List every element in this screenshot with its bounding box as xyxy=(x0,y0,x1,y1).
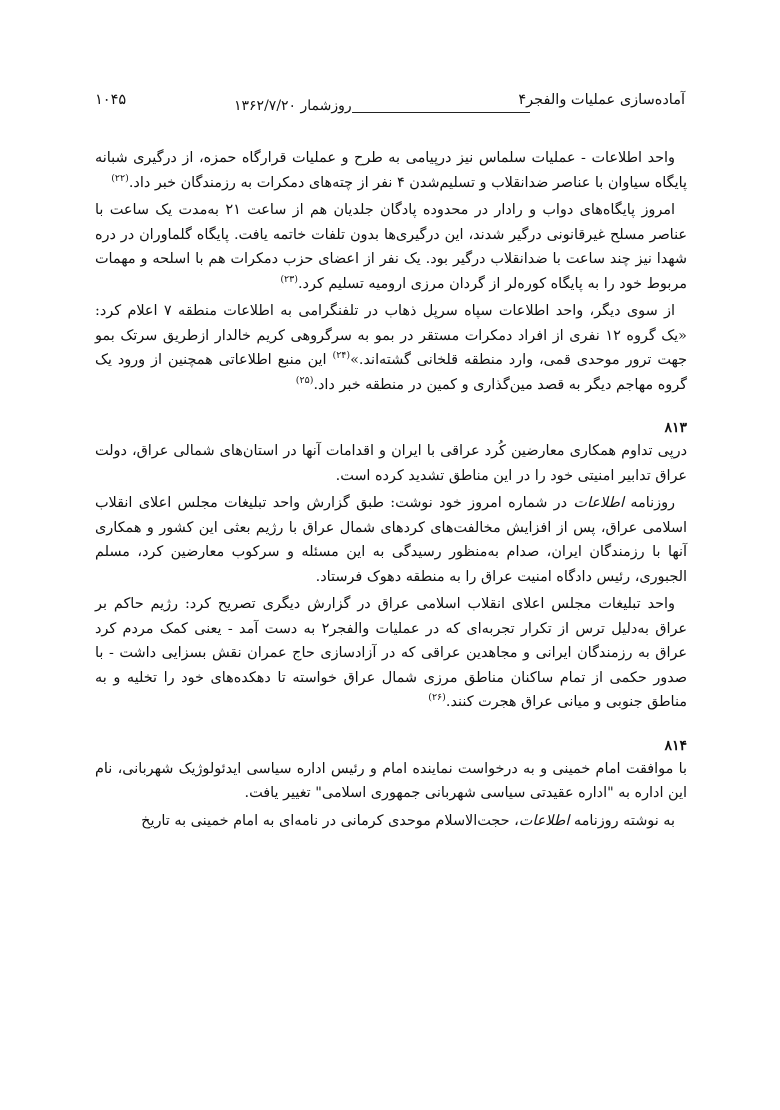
main-text xyxy=(95,146,687,833)
newspaper-name: اطلاعات xyxy=(518,812,570,829)
date-line xyxy=(230,98,530,120)
entry-lead xyxy=(95,757,687,806)
paragraph xyxy=(95,809,687,834)
newspaper-name: اطلاعات xyxy=(573,495,624,511)
paragraph-text: روزنامه xyxy=(623,495,675,511)
paragraph-text: در شماره امروز خود نوشت: طبق گزارش واحد تبلیغات مجلس اعلای انقلاب اسلامی عراق، پس از افزایش مخالفت‌های کردهای شمال عراق با رژیم بعثی این کشور و همکاری آنها با رزمندگان ایران، صدام به‌منظور رسیدگی به این مسئله و سرکوب معارضین کرد، مسلم الجبوری، رئیس دادگاه امنیت عراق را به منطقه دهوک فرستاد. xyxy=(95,495,687,585)
paragraph-text: این منبع اطلاعاتی همچنین از ورود یک گروه مهاجم دیگر به قصد مین‌گذاری و کمین در منطقه خبر داد. xyxy=(95,352,687,393)
paragraph xyxy=(95,198,687,296)
chronicle-date: روزشمار ۱۳۶۲/۷/۲۰ xyxy=(230,98,352,114)
paragraph-text: ، حجت‌الاسلام موحدی کرمانی در نامه‌ای به امام خمینی به تاریخ xyxy=(141,812,519,829)
page-number: ۱۰۴۵ xyxy=(95,92,127,108)
entry-lead xyxy=(95,439,687,488)
footnote-ref: (۲۴) xyxy=(332,350,351,362)
entry-number: ۸۱۳ xyxy=(664,420,687,436)
paragraph-text: درپی تداوم همکاری معارضین کُرد عراقی با ایران و اقدامات آنها در استان‌های شمالی عراق، دولت عراق تدابیر امنیتی خود را در این مناطق تشدید کرده است. xyxy=(95,443,687,484)
paragraph-text: به نوشته روزنامه xyxy=(569,812,675,829)
paragraph xyxy=(95,146,687,195)
paragraph xyxy=(95,299,687,397)
running-header xyxy=(95,92,685,122)
paragraph-text: واحد تبلیغات مجلس اعلای انقلاب اسلامی عراق در گزارش دیگری تصریح کرد: رژیم حاکم بر عراق به‌دلیل ترس از تکرار تجربه‌ای که در عملیات والفجر۲ به دست آمد - یعنی کمک مردم کرد عراق به رزمندگان ایرانی و مجاهدین عراقی که در آزادسازی حاج عمران نقش بسزایی داشت - با صدور حکمی از تمام ساکنان مناطق مرزی شمال عراق خواسته تا دهکده‌های خود را تخلیه و به مناطق جنوبی و میانی عراق هجرت کنند. xyxy=(95,596,688,710)
book-title: آماده‌سازی عملیات والفجر۴ xyxy=(518,92,685,108)
footnote-ref: (۲۵) xyxy=(295,374,314,386)
footnote-ref: (۲۳) xyxy=(280,273,298,285)
paragraph-text: از سوی دیگر، واحد اطلاعات سپاه سرپل ذهاب در تلفنگرامی به اطلاعات منطقه ۷ اعلام کرد: «یک گروه ۱۲ نفری از افراد دمکرات مستقر در بمو به سرگروهی کریم خالدار ازطریق سرتک بمو جهت ترور موحدی قمی، وارد منطقه قلخانی گشته‌اند.» xyxy=(95,303,687,368)
paragraph-text: امروز پایگاه‌های دواب و رادار در محدوده پادگان جلدیان هم از ساعت ۲۱ به‌مدت یک ساعت با عناصر مسلح غیرقانونی درگیر شدند، این درگیری‌ها بدون تلفات خاتمه یافت. پایگاه گلماوران در دره شهدا نیز چند ساعت با ضدانقلاب درگیر بود. یک نفر از اعضای حزب دمکرات هم با اسلحه و مهمات مربوط خود را به پایگاه کوره‌لر از گردان مرزی ارومیه تسلیم کرد. xyxy=(95,202,687,292)
paragraph xyxy=(95,592,687,715)
paragraph-text: واحد اطلاعات - عملیات سلماس نیز درپیامی به طرح و عملیات قرارگاه حمزه، از درگیری شبانه پایگاه سیاوان با عناصر ضدانقلاب و تسلیم‌شدن ۴ نفر از چته‌های دمکرات به رزمندگان خبر داد. xyxy=(95,150,687,191)
footnote-ref: (۲۶) xyxy=(428,692,446,704)
entry-number: ۸۱۴ xyxy=(664,737,687,754)
paragraph-text: با موافقت امام خمینی و به درخواست نماینده امام و رئیس اداره سیاسی ایدئولوژیک شهربانی، نام این اداره به "اداره عقیدتی سیاسی شهربانی جمهوری اسلامی" تغییر یافت. xyxy=(95,760,687,801)
paragraph xyxy=(95,491,687,589)
footnote-ref: (۲۲) xyxy=(111,172,129,184)
